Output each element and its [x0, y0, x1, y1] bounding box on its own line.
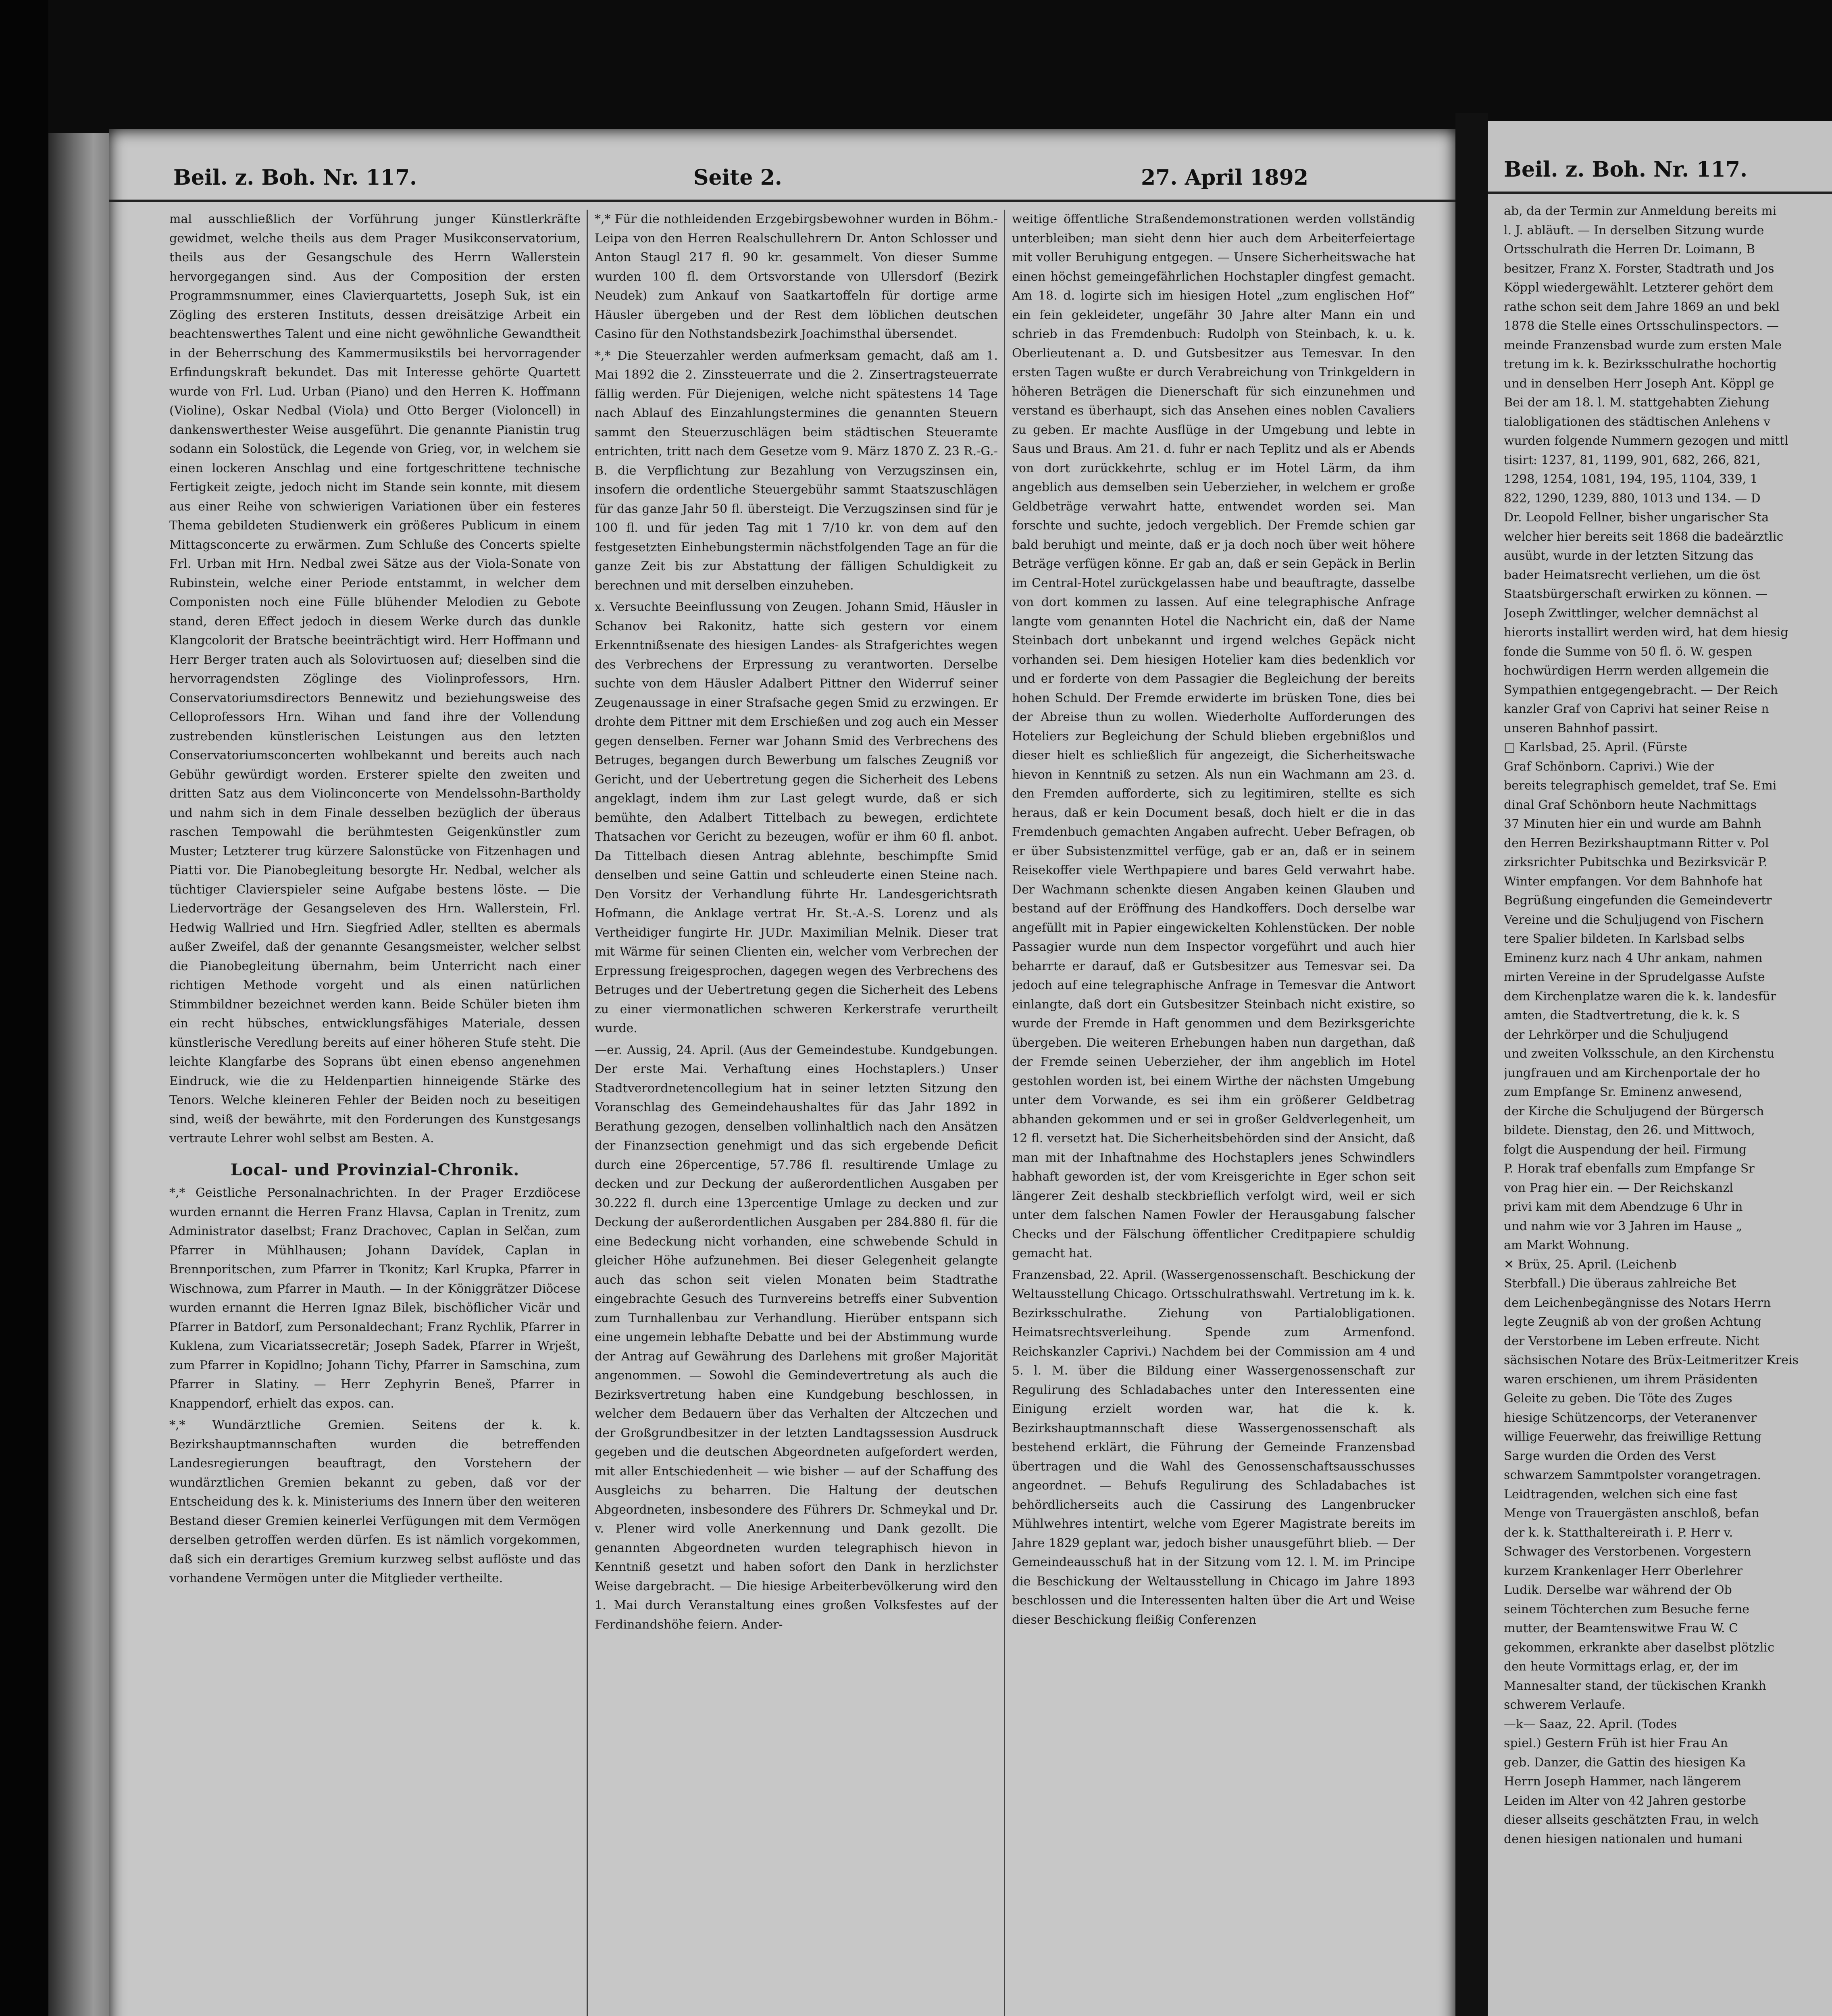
page-header-date: 27. April 1892	[1141, 165, 1309, 190]
right-page-line: den Herren Bezirkshauptmann Ritter v. Pol	[1504, 836, 1769, 850]
right-page-line: dem Kirchenplatze waren die k. k. landesfür	[1504, 989, 1776, 1004]
right-page-line: amten, die Stadtvertretung, die k. k. S	[1504, 1008, 1740, 1023]
right-page-line: schwarzem Sammtpolster vorangetragen.	[1504, 1468, 1761, 1482]
column-divider	[587, 210, 588, 2016]
right-page-line: l. J. abläuft. — In derselben Sitzung wurde	[1504, 223, 1764, 237]
right-page-line: Joseph Zwittlinger, welcher demnächst al	[1504, 606, 1759, 621]
right-page-line: Ludik. Derselbe war während der Ob	[1504, 1583, 1732, 1597]
right-page-line: bildete. Dienstag, den 26. und Mittwoch,	[1504, 1123, 1755, 1137]
right-newspaper-page	[1488, 121, 1832, 2016]
right-page-line: der Lehrkörper und die Schuljugend	[1504, 1027, 1728, 1042]
page-header-page-number: Seite 2.	[693, 165, 782, 190]
right-page-line: dinal Graf Schönborn heute Nachmittags	[1504, 798, 1757, 812]
right-page-line: ausübt, wurde in der letzten Sitzung das	[1504, 549, 1754, 563]
right-page-line: schwerem Verlaufe.	[1504, 1698, 1626, 1712]
right-page-line: Sterbfall.) Die überaus zahlreiche Bet	[1504, 1277, 1736, 1291]
right-page-line: waren erschienen, um ihrem Präsidenten	[1504, 1372, 1758, 1387]
right-page-line: Staatsbürgerschaft erwirken zu können. —	[1504, 587, 1768, 601]
page-gutter	[1455, 113, 1488, 2016]
column-divider	[1004, 210, 1005, 2016]
article-concert-review: mal ausschließlich der Vorführung junger Künstlerkräfte gewidmet, welche theils aus dem Prager Musikconservatorium, theils aus der Gesangschule des Herrn Wallerstein hervorgegangen sind. Aus der Composition der ersten Programmsnummer, eines Clavierquartetts, Joseph Suk, ist ein Zögling des ersteren Instituts, dessen dreisätzige Arbeit ein beachtenswerthes Talent und eine nicht gewöhnliche Gewandtheit in der Beherrschung des Kammermusikstils bei hervorragender Erfindungskraft bekundet. Das mit Interesse gehörte Quartett wurde von Frl. Lud. Urban (Piano) und den Herren K. Hoffmann (Violine), Oskar Nedbal (Viola) und Otto Berger (Violoncell) in dankenswerthester Weise ausgeführt. Die genannte Pianistin trug sodann ein Solostück, die Legende von Grieg, vor, in welchem sie einen lockeren Anschlag und eine fortgeschrittene technische Fertigkeit zeigte, jedoch nicht im Stande sein konnte, mit diesem aus einer Reihe von schwierigen Variationen über ein festeres Thema gebildeten Studienwerk ein größeres Publicum in einem Mittagsconcerte zu erwärmen. Zum Schluße des Concerts spielte Frl. Urban mit Hrn. Nedbal zwei Sätze aus der Viola-Sonate von Rubinstein, welche einer Periode entstammt, in welcher dem Componisten noch eine Fülle blühender Melodien zu Gebote stand, deren Effect jedoch in diesem Werke durch das dunkle Klangcolorit der Bratsche beeinträchtigt wird. Herr Hoffmann und Herr Berger traten auch als Solovirtuosen auf; dieselben sind die hervorragendsten Zöglinge des Violinprofessors, Hrn. Conservatoriumsdirectors Bennewitz und beziehungsweise des Celloprofessors Hrn. Wihan und fand ihre der Vollendung zustrebenden künstlerischen Leistungen aus den letzten Conservatoriumsconcerten wohlbekannt und bereits auch nach Gebühr gewürdigt worden. Ersterer spielte den zweiten und dritten Satz aus dem Violinconcerte von Mendelssohn-Bartholdy und nahm sich in dem Finale desselben bezüglich der überaus raschen Tempowahl die berühmtesten Geigenkünstler zum Muster; Letzterer trug kürzere Salonstücke von Fitzenhagen und Piatti vor. Die Pianobegleitung besorgte Hr. Nedbal, welcher als tüchtiger Clavierspieler seine Aufgabe bestens löste. — Die Liedervorträge der Gesangseleven des Hrn. Wallerstein, Frl. Hedwig Wallried und Hrn. Siegfried Adler, stellten es abermals außer Zweifel, daß der genannte Gesangsmeister, welcher selbst die Pianobegleitung übernahm, beim Unterricht nach einer richtigen Methode vorgeht und als einen natürlichen Stimmbildner bezeichnet werden kann. Beide Schüler bieten ihm ein recht hübsches, entwicklungsfähiges Materiale, dessen künstlerische Veredlung bereits auf einer höheren Stufe steht. Die leichte Klangfarbe des Soprans übt einen ebenso angenehmen Eindruck, wie die zu Heldenpartien hinneigende Stärke des Tenors. Welche kleineren Fehler der Beiden noch zu beseitigen sind, weiß der bewährte, mit den Forderungen des Kunstgesangs vertraute Lehrer wohl selbst am Besten. A.	[169, 212, 581, 1145]
column-1	[169, 210, 581, 2016]
right-page-line: am Markt Wohnung.	[1504, 1238, 1630, 1252]
right-header-rule	[1488, 192, 1832, 194]
header-rule	[109, 200, 1455, 202]
book-spine	[0, 0, 48, 2016]
right-page-line: und in denselben Herr Joseph Ant. Köppl ge	[1504, 376, 1774, 391]
right-page-line: rathe schon seit dem Jahre 1869 an und bekl	[1504, 300, 1780, 314]
right-page-line: kanzler Graf von Caprivi hat seiner Reise n	[1504, 702, 1769, 716]
right-page-line: Bei der am 18. l. M. stattgehabten Ziehung	[1504, 396, 1770, 410]
page-edge-stack	[48, 133, 113, 2016]
article-personal-news: *,* Geistliche Personalnachrichten. In der Prager Erzdiöcese wurden ernannt die Herren Franz Hlavsa, Caplan in Trenitz, zum Administrator daselbst; Franz Drachovec, Caplan in Selčan, zum Pfarrer in Mühlhausen; Johann Davídek, Caplan in Brennporitschen, zum Pfarrer in Tkonitz; Karl Krupka, Pfarrer in Wischnowa, zum Pfarrer in Mauth. — In der Königgrätzer Diöcese wurden ernannt die Herren Ignaz Bilek, bischöflicher Vicär und Pfarrer in Batdorf, zum Personaldechant; Franz Rychlik, Pfarrer in Kuklena, zum Vicariatssecretär; Joseph Sadek, Pfarrer in Wrješt, zum Pfarrer in Kopidlno; Johann Tichy, Pfarrer in Samschina, zum Pfarrer in Slatiny. — Herr Zephyrin Beneš, Pfarrer in Knappendorf, erhielt das expos. can.	[169, 1186, 581, 1411]
right-page-line: privi kam mit dem Abendzuge 6 Uhr in	[1504, 1200, 1743, 1214]
right-page-line: mirten Vereine in der Sprudelgasse Aufste	[1504, 970, 1765, 984]
right-page-column	[1504, 202, 1818, 2016]
right-page-line: hierorts installirt werden wird, hat dem hiesig	[1504, 625, 1788, 639]
right-page-line: Herrn Joseph Hammer, nach längerem	[1504, 1774, 1741, 1789]
right-page-line: Winter empfangen. Vor dem Bahnhofe hat	[1504, 874, 1763, 889]
right-page-line: Köppl wiedergewählt. Letzterer gehört dem	[1504, 281, 1774, 295]
right-page-line: der Kirche die Schuljugend der Bürgersch	[1504, 1104, 1764, 1118]
right-page-line: Menge von Trauergästen anschloß, befan	[1504, 1506, 1759, 1520]
right-page-line: dieser allseits geschätzten Frau, in welch	[1504, 1813, 1759, 1827]
right-page-line: Mannesalter stand, der tückischen Krankh	[1504, 1679, 1766, 1693]
right-page-line: tere Spalier bildeten. In Karlsbad selbs	[1504, 932, 1745, 946]
column-2	[595, 210, 998, 2016]
right-page-header-issue: Beil. z. Boh. Nr. 117.	[1504, 157, 1748, 182]
right-page-line: ✕ Brüx, 25. April. (Leichenb	[1504, 1257, 1677, 1272]
right-page-line: fonde die Summe von 50 fl. ö. W. gespen	[1504, 644, 1752, 659]
right-page-line: sächsischen Notare des Brüx-Leitmeritzer Kreis	[1504, 1353, 1799, 1367]
right-page-line: Begrüßung eingefunden die Gemeindevertr	[1504, 893, 1772, 908]
right-page-line: 37 Minuten hier ein und wurde am Bahnh	[1504, 817, 1762, 831]
right-page-line: zum Empfange Sr. Eminenz anwesend,	[1504, 1085, 1742, 1099]
right-page-line: Sympathien entgegengebracht. — Der Reich	[1504, 683, 1778, 697]
right-page-line: und zweiten Volksschule, an den Kirchenstu	[1504, 1047, 1775, 1061]
right-page-line: tretung im k. k. Bezirksschulrathe hochortig	[1504, 357, 1777, 371]
article-aussig: —er. Aussig, 24. April. (Aus der Gemeindestube. Kundgebungen. Der erste Mai. Verhaftung eines Hochstaplers.) Unser Stadtverordnetencollegium hat in seiner letzten Sitzung den Voranschlag des Gemeindehaushaltes für das Jahr 1892 in Berathung gezogen, denselben vollinhaltlich nach den Ansätzen der Finanzsection genehmigt und das sich ergebende Deficit durch eine 26percentige, 57.786 fl. resultirende Umlage zu decken und zur Deckung der außerordentlichen Ausgaben per 30.222 fl. durch eine 13percentige Umlage zu decken und zur Deckung der außerordentlichen Ausgaben per 284.880 fl. für die eine Bedeckung nicht vorhanden, eine schwebende Schuld in gleicher Höhe aufzunehmen. Bei dieser Gelegenheit gelangte auch das schon seit vielen Monaten beim Stadtrathe eingebrachte Gesuch des Turnvereins betreffs einer Subvention zum Turnhallenbau zur Verhandlung. Hierüber entspann sich eine ungemein lebhafte Debatte und bei der Abstimmung wurde der Antrag auf Gewährung des Darlehens mit großer Majorität angenommen. — Sowohl die Gemindevertretung als auch die Bezirksvertretung haben eine Kundgebung beschlossen, in welcher dem Bedauern über das Verhalten der Altczechen und der Großgrundbesitzer in der letzten Landtagssession Ausdruck gegeben und die deutschen Abgeordneten aufgefordert werden, mit aller Entschiedenheit — wie bisher — auf der Schaffung des Ausgleichs zu beharren. Die Haltung der deutschen Abgeordneten, insbesondere des Führers Dr. Schmeykal und Dr. v. Plener wird volle Anerkennung und Dank gezollt. Die genannten Abgeordneten wurden telegraphisch hievon in Kenntniß gesetzt und haben sofort den Dank in herzlichster Weise dargebracht. — Die hiesige Arbeiterbevölkerung wird den 1. Mai durch Veranstaltung eines großen Volksfestes auf der Ferdinandshöhe feiern. Ander-	[595, 1043, 998, 1632]
article-hochstapler: weitige öffentliche Straßendemonstrationen werden vollständig unterbleiben; man sieht denn hier auch dem Arbeiterfeiertage mit voller Beruhigung entgegen. — Unsere Sicherheitswache hat einen höchst gemeingefährlichen Hochstapler dingfest gemacht. Am 18. d. logirte sich im hiesigen Hotel „zum englischen Hof“ ein fein gekleideter, ungefähr 30 Jahre alter Mann ein und schrieb in das Fremdenbuch: Rudolph von Steinbach, k. u. k. Oberlieutenant a. D. und Gutsbesitzer aus Temesvar. In den ersten Tagen wußte er durch Verabreichung von Trinkgeldern in höheren Beträgen die Dienerschaft für sich einzunehmen und verstand es überhaupt, sich das Ansehen eines noblen Cavaliers zu geben. Er machte Ausflüge in der Umgebung und lebte in Saus und Braus. Am 21. d. fuhr er nach Teplitz und als er Abends von dort zurückkehrte, schlug er im Hotel Lärm, da ihm angeblich aus demselben sein Ueberzieher, in welchem er große Geldbeträge verwahrt hatte, entwendet worden sei. Man forschte und suchte, jedoch vergeblich. Der Fremde schien gar bald beruhigt und meinte, daß er ja doch noch über weit höhere Beträge verfügen könne. Er gab an, daß er sein Gepäck in Berlin im Central-Hotel zurückgelassen habe und beauftragte, dasselbe von dort kommen zu lassen. Auf eine telegraphische Anfrage langte vom genannten Hotel die Nachricht ein, daß der Name Steinbach dort unbekannt und irgend welches Gepäck nicht vorhanden sei. Dem hiesigen Hotelier kam dies bedenklich vor und er forderte von dem Passagier die Begleichung der bereits hohen Schuld. Der Fremde erwiderte im brüsken Tone, dies bei der Abreise thun zu wollen. Wiederholte Aufforderungen des Hoteliers zur Begleichung der Schuld blieben ergebnißlos und dieser hielt es schließlich für angezeigt, die Sicherheitswache hievon in Kenntniß zu setzen. Als nun ein Wachmann am 23. d. den Fremden aufforderte, sich zu legitimiren, stellte es sich heraus, daß er kein Document besaß, doch hielt er die in das Fremdenbuch gemachten Angaben aufrecht. Ueber Befragen, ob er über Subsistenzmittel verfüge, gab er an, daß er in seinem Reisekoffer viele Werthpapiere und bares Geld verwahrt habe. Der Wachmann schenkte diesen Angaben keinen Glauben und bestand auf der Eröffnung des Handkoffers. Doch derselbe war angefüllt mit in Papier eingewickelten Kohlenstücken. Der noble Passagier wurde nun dem Inspector vorgeführt und auch hier beharrte er darauf, daß er Gutsbesitzer aus Temesvar sei. Da jedoch auf eine telegraphische Anfrage in Temesvar die Antwort einlangte, daß dort ein Gutsbesitzer Steinbach nicht existire, so wurde der Fremde in Haft genommen und dem Bezirksgerichte übergeben. Die weiteren Erhebungen haben nun dargethan, daß der Fremde seinen Ueberzieher, der ihm angeblich im Hotel gestohlen worden ist, bei einem Wirthe der nächsten Umgebung unter dem Vorwande, es sei ihm ein größerer Geldbetrag abhanden gekommen und er sei in großer Geldverlegenheit, um 12 fl. versetzt hat. Die Sicherheitsbehörden sind der Ansicht, daß man mit der Inhaftnahme des Hochstaplers jenes Schwindlers habhaft geworden ist, der vom Kreisgerichte in Eger schon seit längerer Zeit deshalb steckbrieflich verfolgt wird, weil er sich unter dem falschen Namen Fowler der Herausgabung falscher Checks und der Fälschung öffentlicher Creditpapiere schuldig gemacht hat.	[1012, 212, 1415, 1260]
right-page-line: seinem Töchterchen zum Besuche ferne	[1504, 1602, 1750, 1616]
column-3	[1012, 210, 1415, 2016]
right-page-line: ab, da der Termin zur Anmeldung bereits mi	[1504, 204, 1777, 218]
right-page-line: Vereine und die Schuljugend von Fischern	[1504, 912, 1764, 927]
right-page-line: 1878 die Stelle eines Ortsschulinspectors. —	[1504, 319, 1779, 333]
right-page-line: denen hiesigen nationalen und humani	[1504, 1832, 1742, 1846]
right-page-line: den heute Vormittags erlag, er, der im	[1504, 1660, 1738, 1674]
article-zeugen: x. Versuchte Beeinflussung von Zeugen. Johann Smid, Häusler in Schanov bei Rakonitz, hatte sich gestern vor einem Erkenntnißsenate des hiesigen Landes- als Strafgerichtes wegen des Verbrechens der Erpressung zu verantworten. Derselbe suchte von dem Häusler Adalbert Pittner den Widerruf seiner Zeugenaussage in einer Strafsache gegen Smid zu erzwingen. Er drohte dem Pittner mit dem Erschießen und zog auch ein Messer gegen denselben. Ferner war Johann Smid des Verbrechens des Betruges, begangen durch Bewerbung um falsches Zeugniß vor Gericht, und der Uebertretung gegen die Sicherheit des Lebens angeklagt, indem ihm zur Last gelegt wurde, daß er sich bemühte, den Adalbert Tittelbach zu bewegen, erdichtete Thatsachen vor Gericht zu bezeugen, wofür er ihm 60 fl. anbot. Da Tittelbach diesen Antrag ablehnte, beschimpfte Smid denselben und seine Gattin und schleuderte einen Steine nach. Den Vorsitz der Verhandlung führte Hr. Landesgerichtsrath Hofmann, die Anklage vertrat Hr. St.-A.-S. Lorenz und als Vertheidiger fungirte Hr. JUDr. Maximilian Melnik. Dieser trat mit Wärme für seinen Clienten ein, welcher vom Verbrechen der Erpressung freigesprochen, dagegen wegen des Verbrechens des Betruges und der Uebertretung gegen die Sicherheit des Lebens zu einer viermonatlichen schweren Kerkerstrafe verurtheilt wurde.	[595, 600, 998, 1035]
article-franzensbad: Franzensbad, 22. April. (Wassergenossenschaft. Beschickung der Weltausstellung Chicago. Ortsschulrathswahl. Vertretung im k. k. Bezirksschulrathe. Ziehung von Partialobligationen. Heimatsrechtsverleihung. Spende zum Armenfond. Reichskanzler Caprivi.) Nachdem bei der Commission am 4 und 5. l. M. über die Bildung einer Wassergenossenschaft zur Regulirung des Schladabaches unter den Interessenten eine Einigung erzielt worden war, hat die k. k. Bezirkshauptmannschaft diese Wassergenossenschaft als bestehend erklärt, die Führung der Gemeinde Franzensbad übertragen und die Wahl des Genossenschaftsausschusses angeordnet. — Behufs Regulirung des Schladabaches ist behördlicherseits auch die Cassirung des Langenbrucker Mühlwehres intentirt, welche vom Egerer Magistrate bereits im Jahre 1829 geplant war, jedoch bisher unausgeführt blieb. — Der Gemeindeausschuß hat in der Sitzung vom 12. l. M. im Principe die Beschickung der Weltausstellung in Chicago im Jahre 1893 beschlossen und die Interessenten halten über die Art und Weise dieser Beschickung fleißig Conferenzen	[1012, 1268, 1415, 1627]
right-page-line: bader Heimatsrecht verliehen, um die öst	[1504, 568, 1760, 582]
right-page-line: dem Leichenbegängnisse des Notars Herrn	[1504, 1295, 1771, 1310]
right-page-line: jungfrauen und am Kirchenportale der ho	[1504, 1066, 1760, 1080]
right-page-line: unseren Bahnhof passirt.	[1504, 721, 1658, 735]
right-page-line: der k. k. Statthaltereirath i. P. Herr v.	[1504, 1525, 1733, 1540]
right-page-line: der Verstorbene im Leben erfreute. Nicht	[1504, 1334, 1759, 1348]
right-page-line: 1298, 1254, 1081, 194, 195, 1104, 339, 1	[1504, 472, 1758, 486]
right-page-line: von Prag hier ein. — Der Reichskanzl	[1504, 1181, 1733, 1195]
right-page-line: und nahm wie vor 3 Jahren im Hause „	[1504, 1219, 1742, 1233]
right-page-line: hochwürdigen Herrn werden allgemein die	[1504, 664, 1769, 678]
right-page-line: kurzem Krankenlager Herr Oberlehrer	[1504, 1564, 1743, 1578]
right-page-line: welcher hier bereits seit 1868 die badeärztlic	[1504, 529, 1784, 544]
right-page-line: tialobligationen des städtischen Anlehens v	[1504, 414, 1771, 429]
right-page-line: geb. Danzer, die Gattin des hiesigen Ka	[1504, 1755, 1746, 1770]
article-erzgebirge: *,* Für die nothleidenden Erzgebirgsbewohner wurden in Böhm.-Leipa von den Herren Realschullehrern Dr. Anton Schlosser und Anton Staugl 217 fl. 90 kr. gesammelt. Von dieser Summe wurden 100 fl. dem Ortsvorstande von Ullersdorf (Bezirk Neudek) zum Ankauf von Saatkartoffeln für dortige arme Häusler übergeben und der Rest dem löblichen deutschen Casino für den Nothstandsbezirk Joachimsthal übersendet.	[595, 212, 998, 341]
right-page-line: 822, 1290, 1239, 880, 1013 und 134. — D	[1504, 491, 1761, 506]
right-page-line: spiel.) Gestern Früh ist hier Frau An	[1504, 1736, 1728, 1750]
right-page-line: Leiden im Alter von 42 Jahren gestorbe	[1504, 1793, 1747, 1808]
right-page-line: Dr. Leopold Fellner, bisher ungarischer Sta	[1504, 510, 1769, 525]
right-page-line: P. Horak traf ebenfalls zum Empfange Sr	[1504, 1162, 1755, 1176]
right-page-line: folgt die Auspendung der heil. Firmung	[1504, 1142, 1747, 1157]
article-steuerzahler: *,* Die Steuerzahler werden aufmerksam gemacht, daß am 1. Mai 1892 die 2. Zinssteuerrate und die 2. Zinsertragsteuerrate fällig werden. Für Diejenigen, welche nicht spätestens 14 Tage nach Ablauf des Einzahlungstermines die genannten Steuern sammt den Steuerzuschlägen beim städtischen Steueramte entrichten, tritt nach dem Gesetze vom 9. März 1870 Z. 23 R.-G.-B. die Verpflichtung zur Bezahlung von Verzugszinsen ein, insofern die ordentliche Steuergebühr sammt Staatszuschlägen für das ganze Jahr 50 fl. übersteigt. Die Verzugszinsen sind für je 100 fl. und für jeden Tag mit 1 7/10 kr. von dem auf den festgesetzten Einhebungstermin nächstfolgenden Tage an für die ganze Zeit bis zur Abstattung der fälligen Schuldigkeit zu berechnen und mit derselben einzuheben.	[595, 348, 998, 593]
right-page-line: gekommen, erkrankte aber daselbst plötzlic	[1504, 1640, 1775, 1655]
right-page-line: Geleite zu geben. Die Töte des Zuges	[1504, 1391, 1732, 1406]
right-page-line: tisirt: 1237, 81, 1199, 901, 682, 266, 821,	[1504, 453, 1761, 467]
left-newspaper-page	[109, 129, 1455, 2016]
right-page-line: mutter, der Beamtenswitwe Frau W. C	[1504, 1621, 1738, 1635]
right-page-line: Eminenz kurz nach 4 Uhr ankam, nahmen	[1504, 951, 1763, 965]
right-page-line: willige Feuerwehr, das freiwillige Rettung	[1504, 1430, 1762, 1444]
right-page-line: bereits telegraphisch gemeldet, traf Se. Emi	[1504, 779, 1777, 793]
right-page-line: Sarge wurden die Orden des Verst	[1504, 1449, 1716, 1463]
section-title: Local- und Provinzial-Chronik.	[230, 1160, 520, 1179]
article-wundaerztliche-gremien: *,* Wundärztliche Gremien. Seitens der k. k. Bezirkshauptmannschaften wurden die betreffenden Landesregierungen beauftragt, den Vorstehern der wundärztlichen Gremien bekannt zu geben, daß vor der Entscheidung des k. k. Ministeriums des Innern über den weiteren Bestand dieser Gremien keinerlei Verfügungen mit dem Vermögen derselben getroffen werden dürfen. Es ist nämlich vorgekommen, daß sich ein derartiges Gremium kurzweg selbst auflöste und das vorhandene Vermögen unter die Mitglieder vertheilte.	[169, 1418, 581, 1585]
right-page-line: Leidtragenden, welchen sich eine fast	[1504, 1487, 1738, 1502]
right-page-line: legte Zeugniß ab von der großen Achtung	[1504, 1315, 1761, 1329]
right-page-line: zirksrichter Pubitschka und Bezirksvicär P.	[1504, 855, 1767, 869]
right-page-line: Graf Schönborn. Caprivi.) Wie der	[1504, 759, 1714, 774]
right-page-line: hiesige Schützencorps, der Veteranenver	[1504, 1410, 1757, 1425]
right-page-line: besitzer, Franz X. Forster, Stadtrath und Jos	[1504, 261, 1774, 276]
right-page-line: —k— Saaz, 22. April. (Todes	[1504, 1717, 1677, 1731]
right-page-line: Schwager des Verstorbenen. Vorgestern	[1504, 1545, 1751, 1559]
right-page-line: □ Karlsbad, 25. April. (Fürste	[1504, 740, 1687, 754]
right-page-line: meinde Franzensbad wurde zum ersten Male	[1504, 338, 1782, 352]
right-page-line: wurden folgende Nummern gezogen und mittl	[1504, 434, 1788, 448]
page-header-issue: Beil. z. Boh. Nr. 117.	[173, 165, 417, 190]
right-page-line: Ortsschulrath die Herren Dr. Loimann, B	[1504, 242, 1755, 256]
